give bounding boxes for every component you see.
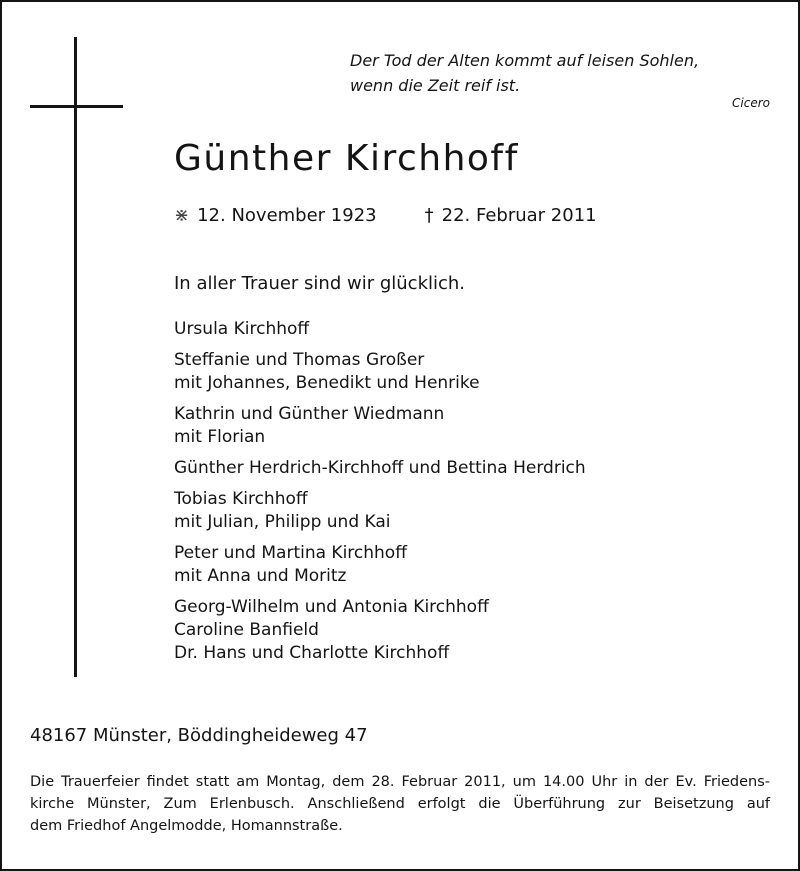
quote-line: Der Tod der Alten kommt auf leisen Sohlen, (350, 51, 700, 70)
quote (350, 48, 770, 98)
motto: In aller Trauer sind wir glücklich. (174, 273, 466, 294)
mourner-group (174, 318, 586, 341)
life-dates (174, 205, 597, 226)
mourner-line: Peter und Martina Kirchhoff (174, 543, 407, 563)
death-cross-icon: † (424, 205, 434, 226)
deceased-name: Günther Kirchhoff (174, 138, 519, 179)
mourner-line: Tobias Kirchhoff (174, 489, 308, 509)
mourner-line: Ursula Kirchhoff (174, 319, 310, 339)
notice-line: kirche Münster, Zum Erlenbusch. Anschließend erfolgt die Überführung zur Beisetzung auf (30, 796, 770, 812)
mourner-group (174, 349, 586, 395)
notice-line: dem Friedhof Angelmodde, Homannstraße. (30, 818, 343, 834)
cross-horizontal-bar (30, 105, 123, 108)
relative-line: Georg-Wilhelm und Antonia Kirchhoff (174, 597, 489, 617)
quote-author: Cicero (732, 96, 770, 110)
quote-line: wenn die Zeit reif ist. (350, 76, 521, 95)
funeral-notice (30, 771, 770, 837)
mourner-group (174, 488, 586, 534)
notice-line: Die Trauerfeier findet statt am Montag, dem 28. Februar 2011, um 14.00 Uhr in der Ev. Friedens- (30, 774, 770, 790)
mourner-line: Günther Herdrich-Kirchhoff und Bettina Herdrich (174, 458, 586, 478)
mourner-line: mit Anna und Moritz (174, 566, 347, 586)
mourner-group (174, 457, 586, 480)
mourner-line: Steffanie und Thomas Großer (174, 350, 425, 370)
cross-vertical-bar (74, 37, 77, 677)
birth-star-icon: ⋇ (174, 205, 190, 226)
mourner-line: mit Florian (174, 427, 266, 447)
mourner-line: mit Julian, Philipp und Kai (174, 512, 391, 532)
mourner-group (174, 542, 586, 588)
relative-line: Dr. Hans und Charlotte Kirchhoff (174, 643, 450, 663)
mourner-group (174, 403, 586, 449)
address: 48167 Münster, Böddingheideweg 47 (30, 725, 368, 746)
mourner-line: Kathrin und Günther Wiedmann (174, 404, 445, 424)
birth-date: 12. November 1923 (197, 205, 377, 226)
mourners-list (174, 318, 586, 665)
death-date: 22. Februar 2011 (441, 205, 597, 226)
mourner-line: mit Johannes, Benedikt und Henrike (174, 373, 480, 393)
relative-line: Caroline Banfield (174, 620, 319, 640)
relatives-group (174, 596, 586, 665)
